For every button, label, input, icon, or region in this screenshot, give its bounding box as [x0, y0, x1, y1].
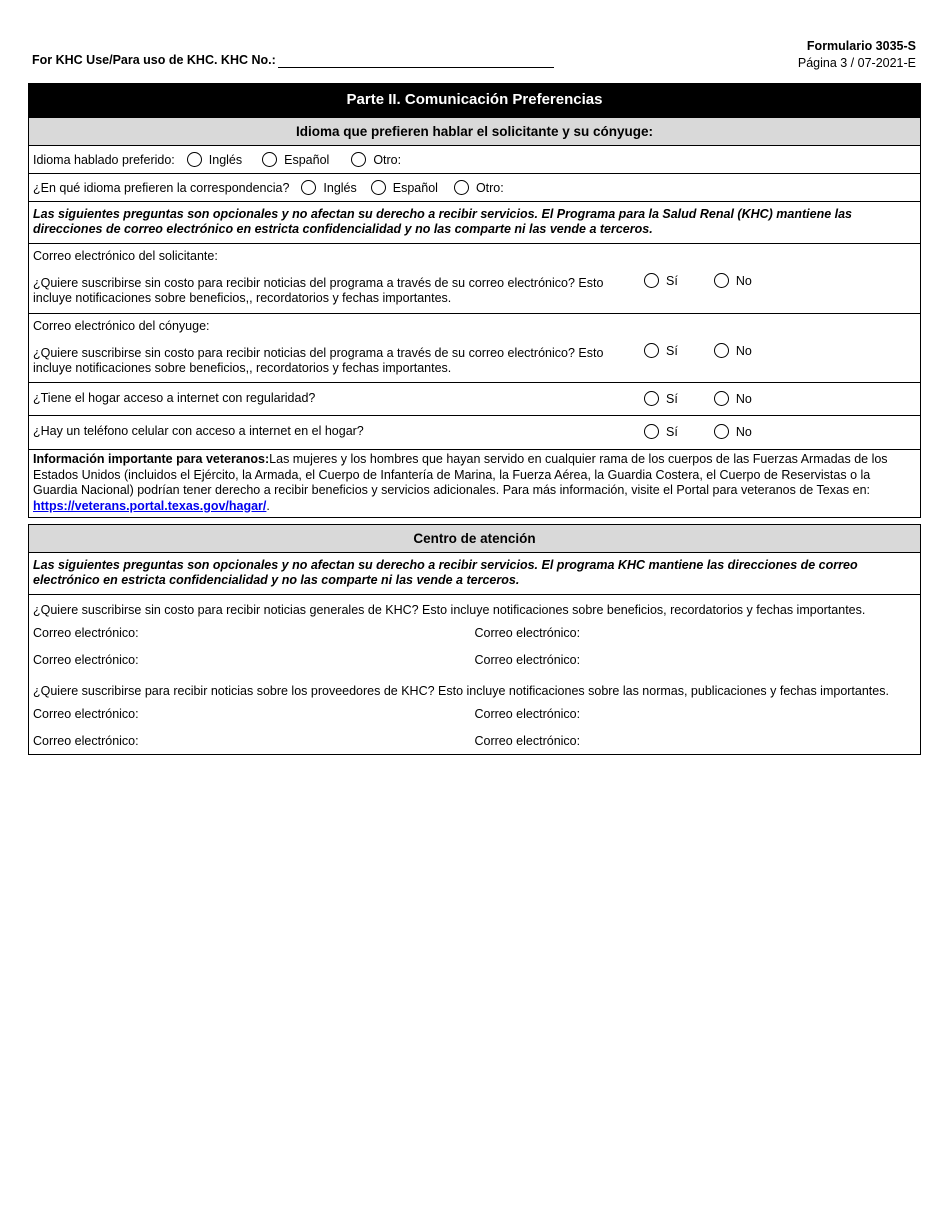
radio-circle-icon[interactable]	[351, 152, 366, 167]
part2-section	[28, 83, 921, 518]
radio-circle-icon[interactable]	[714, 343, 729, 358]
spoken-language-row	[29, 146, 920, 174]
option-label: Sí	[666, 343, 678, 358]
correspondence-language-row	[29, 174, 920, 202]
spouse-subscribe-no[interactable]	[714, 343, 752, 358]
option-label: Sí	[666, 424, 678, 439]
option-label: No	[735, 391, 752, 406]
email-field[interactable]: Correo electrónico:	[33, 734, 139, 748]
internet-no[interactable]	[714, 391, 752, 406]
option-label: Inglés	[323, 180, 357, 195]
radio-circle-icon[interactable]	[454, 180, 469, 195]
cellphone-row	[29, 416, 920, 450]
privacy-notice-row	[29, 202, 920, 244]
email-field[interactable]: Correo electrónico:	[474, 626, 581, 640]
radio-circle-icon[interactable]	[644, 343, 659, 358]
internet-yes[interactable]	[644, 391, 678, 406]
email-field[interactable]: Correo electrónico:	[33, 707, 139, 721]
service-center-title: Centro de atención	[29, 525, 920, 553]
applicant-subscribe-yes[interactable]	[644, 273, 678, 288]
khc-use-label: For KHC Use/Para uso de KHC. KHC No.:	[32, 53, 276, 67]
radio-circle-icon[interactable]	[714, 273, 729, 288]
veterans-portal-link[interactable]: https://veterans.portal.texas.gov/hagar/	[33, 498, 267, 513]
provider-news-question: ¿Quiere suscribirse para recibir noticias sobre los proveedores de KHC? Esto incluye notificaciones sobre las normas, publicaciones y fechas importantes.	[33, 684, 889, 698]
provider-email-row-1	[33, 707, 916, 721]
privacy-notice: Las siguientes preguntas son opcionales y no afectan su derecho a recibir servicios. El Programa para la Salud Renal (KHC) mantiene las direcciones de correo electrónico en estricta confidencialidad y no las comparte ni las vende a terceros.	[33, 207, 853, 236]
radio-circle-icon[interactable]	[644, 424, 659, 439]
radio-circle-icon[interactable]	[714, 391, 729, 406]
option-label: Otro:	[373, 152, 402, 167]
general-email-row-2	[33, 653, 916, 667]
spouse-subscribe-yes[interactable]	[644, 343, 678, 358]
radio-circle-icon[interactable]	[714, 424, 729, 439]
spouse-subscribe-options	[644, 343, 752, 358]
spoken-spanish-option[interactable]	[262, 152, 329, 167]
applicant-subscribe-options	[644, 273, 752, 288]
radio-circle-icon[interactable]	[262, 152, 277, 167]
spoken-other-option[interactable]	[351, 152, 401, 167]
option-label: No	[735, 273, 752, 288]
corr-other-option[interactable]	[454, 180, 504, 195]
veterans-info-row	[29, 450, 920, 517]
spouse-email-row	[29, 314, 920, 383]
option-label: Otro:	[475, 180, 504, 195]
khc-number-field[interactable]	[278, 67, 554, 68]
radio-circle-icon[interactable]	[301, 180, 316, 195]
spouse-email-label: Correo electrónico del cónyuge:	[33, 319, 210, 333]
internet-access-row	[29, 383, 920, 416]
applicant-subscribe-question: ¿Quiere suscribirse sin costo para recibir noticias del programa a través de su correo electrónico? Esto incluye notificaciones sobre beneficios,, recordatorios y fechas importantes.	[33, 276, 604, 305]
form-info	[798, 38, 916, 72]
radio-circle-icon[interactable]	[187, 152, 202, 167]
corr-spanish-option[interactable]	[371, 180, 438, 195]
provider-email-row-2	[33, 734, 916, 748]
email-field[interactable]: Correo electrónico:	[33, 626, 139, 640]
cellphone-no[interactable]	[714, 424, 752, 439]
internet-options	[644, 391, 752, 406]
veterans-heading: Información importante para veteranos:	[33, 452, 270, 466]
applicant-email-label: Correo electrónico del solicitante:	[33, 249, 218, 263]
option-label: Español	[284, 152, 330, 167]
language-header: Idioma que prefieren hablar el solicitante y su cónyuge:	[29, 118, 920, 146]
applicant-subscribe-no[interactable]	[714, 273, 752, 288]
option-label: Español	[392, 180, 438, 195]
newsletter-subscriptions	[29, 595, 920, 754]
option-label: Sí	[666, 273, 678, 288]
form-number: Formulario 3035-S	[806, 39, 916, 53]
spouse-subscribe-question: ¿Quiere suscribirse sin costo para recibir noticias del programa a través de su correo electrónico? Esto incluye notificaciones sobre beneficios,, recordatorios y fechas importantes.	[33, 346, 604, 375]
spoken-language-label: Idioma hablado preferido:	[33, 152, 175, 167]
veterans-end: .	[266, 498, 270, 513]
service-notice-row	[29, 553, 920, 595]
correspondence-language-label: ¿En qué idioma prefieren la correspondencia?	[33, 180, 290, 195]
page-info: Página 3 / 07-2021-E	[797, 56, 916, 70]
general-news-question: ¿Quiere suscribirse sin costo para recibir noticias generales de KHC? Esto incluye notificaciones sobre beneficios, recordatorios y fechas importantes.	[33, 603, 866, 617]
internet-question: ¿Tiene el hogar acceso a internet con regularidad?	[33, 391, 316, 405]
radio-circle-icon[interactable]	[644, 391, 659, 406]
cellphone-options	[644, 424, 752, 439]
email-field[interactable]: Correo electrónico:	[33, 653, 139, 667]
cellphone-yes[interactable]	[644, 424, 678, 439]
email-field[interactable]: Correo electrónico:	[474, 653, 581, 667]
radio-circle-icon[interactable]	[371, 180, 386, 195]
email-field[interactable]: Correo electrónico:	[474, 734, 581, 748]
option-label: Inglés	[208, 152, 243, 167]
option-label: No	[735, 424, 752, 439]
service-privacy-notice: Las siguientes preguntas son opcionales y no afectan su derecho a recibir servicios. El programa KHC mantiene las direcciones de correo electrónico en estricta confidencialidad y no las comparte ni las vende a terceros.	[33, 558, 858, 587]
veterans-text: Las mujeres y los hombres que hayan servido en cualquier rama de los cuerpos de las Fuerzas Armadas de los Estados Unidos (incluidos el Ejército, la Armada, el Cuerpo de Infantería de Marina, la Fuerza Aérea, la Guardia Costera, el Cuerpo de Reservistas o la Guardia Nacional) podrían tener derecho a recibir beneficios y servicios adicionales. Para más información, visite el Portal para veteranos de Texas en:	[33, 452, 888, 497]
general-email-row-1	[33, 626, 916, 640]
applicant-email-row	[29, 244, 920, 314]
option-label: No	[735, 343, 752, 358]
corr-english-option[interactable]	[301, 180, 356, 195]
email-field[interactable]: Correo electrónico:	[474, 707, 581, 721]
cellphone-question: ¿Hay un teléfono celular con acceso a internet en el hogar?	[33, 424, 364, 438]
part2-title: Parte II. Comunicación Preferencias	[29, 84, 920, 118]
spoken-english-option[interactable]	[187, 152, 242, 167]
radio-circle-icon[interactable]	[644, 273, 659, 288]
service-center-section	[28, 524, 921, 755]
option-label: Sí	[666, 391, 678, 406]
